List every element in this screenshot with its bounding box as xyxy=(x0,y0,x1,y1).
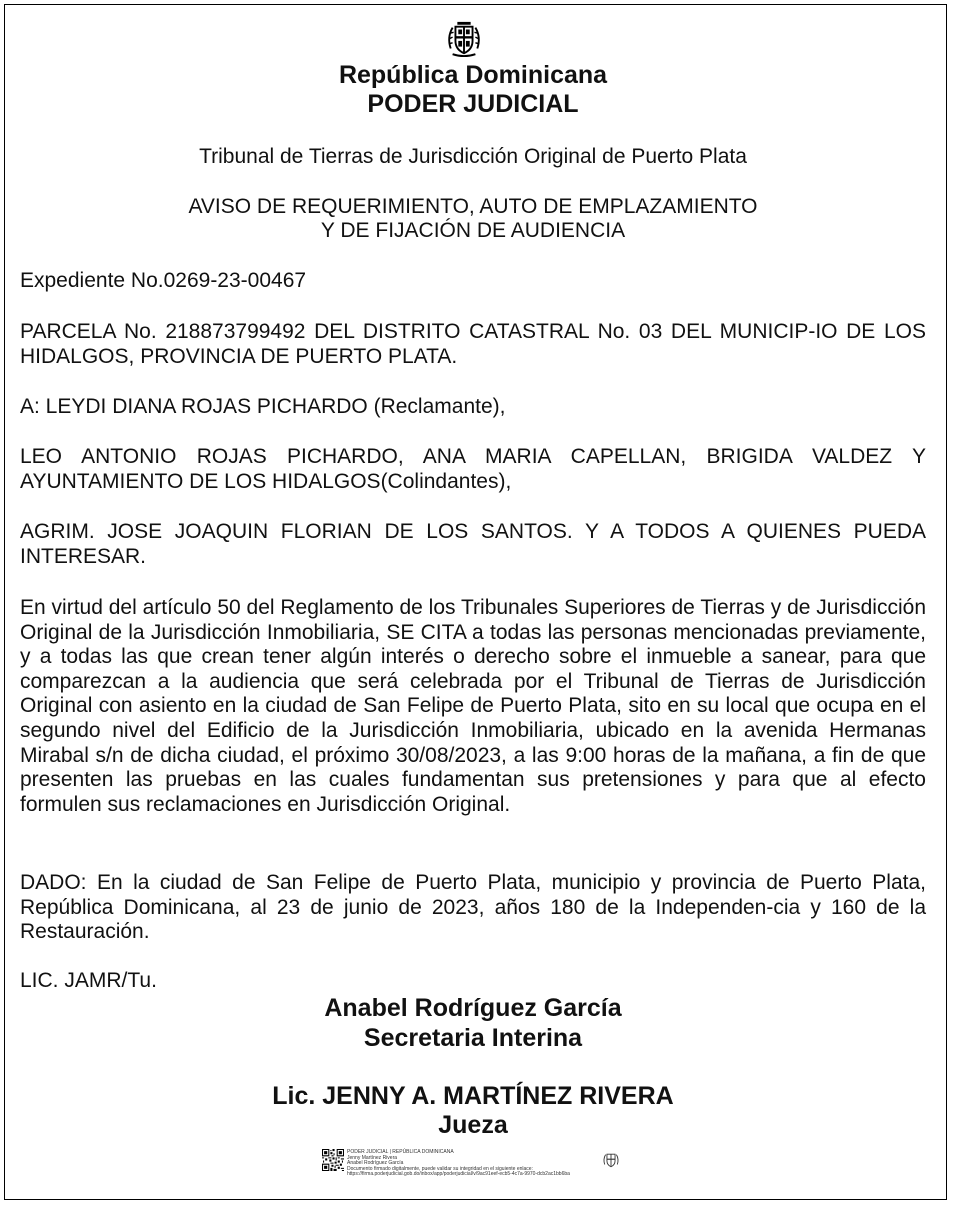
case-number: Expediente No.0269-23-00467 xyxy=(20,269,307,292)
secretary-name: Anabel Rodríguez García xyxy=(324,994,622,1022)
addressee: A: LEYDI DIANA ROJAS PICHARDO (Reclamante), xyxy=(20,395,506,418)
notice-title-line-1: AVISO DE REQUERIMIENTO, AUTO DE EMPLAZAMIENTO xyxy=(188,195,758,218)
court-name: Tribunal de Tierras de Jurisdicción Original de Puerto Plata xyxy=(199,145,747,168)
footer-line: Jenny Martínez Rivera xyxy=(347,1154,398,1161)
judge-name: Lic. JENNY A. MARTÍNEZ RIVERA xyxy=(272,1082,674,1110)
parcel-description: PARCELA No. 218873799492 DEL DISTRITO CATASTRAL No. 03 DEL MUNICIP-IO DE LOS HIDALGOS, PROVINCIA DE PUERTO PLATA. xyxy=(20,320,926,368)
issued-statement: DADO: En la ciudad de San Felipe de Puerto Plata, municipio y provincia de Puerto Plata, República Dominicana, al 23 de junio de 2023, años 180 de la Independen-cia y 160 de la Restauración. xyxy=(20,871,926,944)
footer-line: PODER JUDICIAL | REPÚBLICA DOMINICANA xyxy=(347,1149,454,1155)
footer-line: https://firma.poderjudicial.gob.do/inbox/app/poderjudicial/v/9ac91eef-ecb5-4c7a-9970-dcb2ac1bb6ba xyxy=(347,1171,570,1177)
adjoining-owners: LEO ANTONIO ROJAS PICHARDO, ANA MARIA CAPELLAN, BRIGIDA VALDEZ Y AYUNTAMIENTO DE LOS HIDALGOS(Colindantes), xyxy=(20,445,926,493)
notice-title xyxy=(0,195,946,243)
country-title: República Dominicana xyxy=(338,61,608,89)
judge-title: Jueza xyxy=(438,1111,508,1139)
coat-of-arms-icon xyxy=(602,1151,620,1169)
judicial-branch-title: PODER JUDICIAL xyxy=(367,90,579,118)
digital-signature-footer xyxy=(322,1149,632,1183)
initials: LIC. JAMR/Tu. xyxy=(20,969,157,992)
surveyor-and-interested-parties: AGRIM. JOSE JOAQUIN FLORIAN DE LOS SANTOS. Y A TODOS A QUIENES PUEDA INTERESAR. xyxy=(20,520,926,568)
qr-code-icon xyxy=(322,1149,344,1171)
notice-title-line-2: Y DE FIJACIÓN DE AUDIENCIA xyxy=(320,219,626,242)
footer-line: Anabel Rodríguez García xyxy=(347,1160,404,1166)
summons-body: En virtud del artículo 50 del Reglamento de los Tribunales Superiores de Tierras y de Jurisdicción Original de la Jurisdicción Inmobiliaria, SE CITA a todas las personas mencionadas previamente, y a todas las que crean tener algún interés o derecho sobre el inmueble a sanear, para que comparezcan a la audiencia que será celebrada por el Tribunal de Tierras de Jurisdicción Original con asiento en la ciudad de San Felipe de Puerto Plata, sito en su local que ocupa en el segundo nivel del Edificio de la Jurisdicción Inmobiliaria, ubicado en la avenida Hermanas Mirabal s/n de dicha ciudad, el próximo 30/08/2023, a las 9:00 horas de la mañana, a fin de que presenten las pruebas en las cuales fundamentan sus pretensiones y para que al efecto formulen sus reclamaciones en Jurisdicción Original. xyxy=(20,596,926,816)
coat-of-arms-icon xyxy=(445,20,483,58)
footer-line: Documento firmado digitalmente, puede validar su integridad en el siguiente enlace: xyxy=(347,1165,533,1172)
secretary-title: Secretaria Interina xyxy=(363,1024,583,1052)
